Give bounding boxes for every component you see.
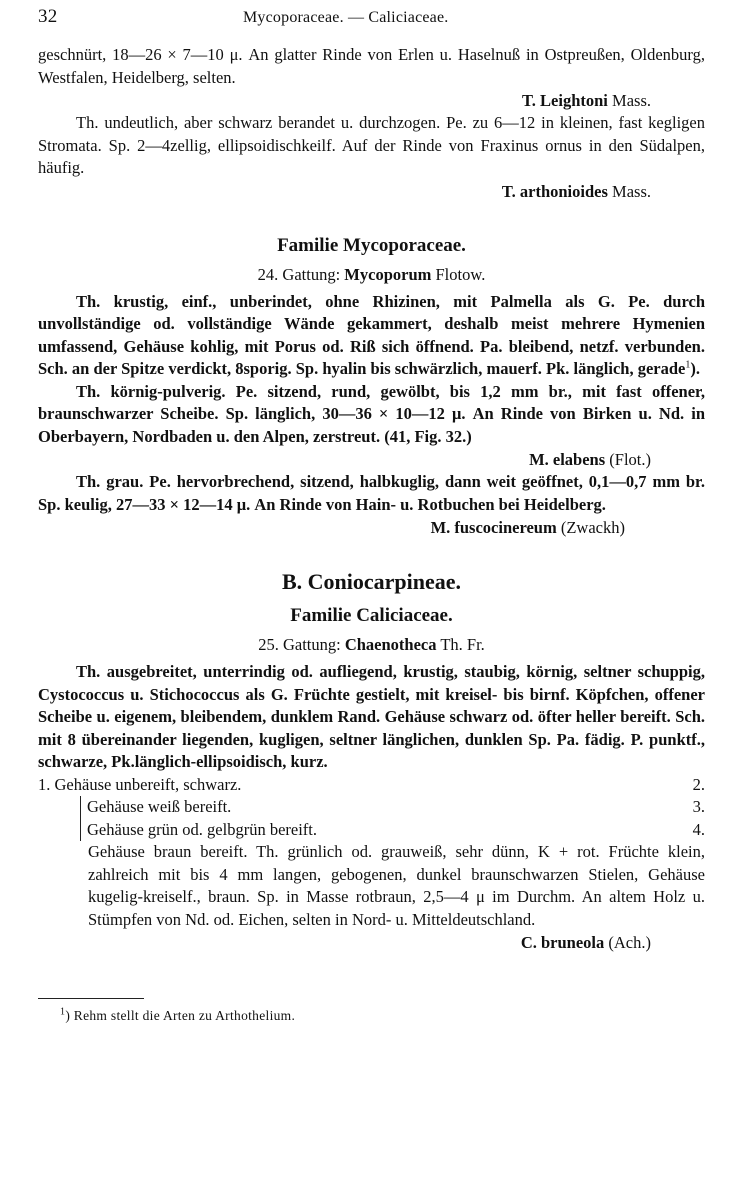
genus-heading: [38, 263, 705, 287]
key-text: Gehäuse weiß bereift.: [80, 796, 645, 819]
paragraph-genus-description: Th. ausgebreitet, unterrindig od. aufliegend, krustig, staubig, körnig, seltner schuppig, Cystococcus u. Stichococcus als G. Früchte gestielt, mit kreisel- bis birnf. Köpfchen, offener Scheibe u. eigenem, bleibendem, dunklem Rand. Gehäuse schwarz od. öfter heller bereift. Sch. mit 8 übereinander liegenden, kugligen, seltner länglichen, dunklen Sp. Pa. fädig. P. punktf., schwarze, Pk.länglich-ellipsoidisch, kurz.: [38, 662, 705, 771]
species-line: [38, 448, 705, 471]
key-ref: 3.: [692, 797, 705, 816]
species-author: (Zwackh): [556, 518, 625, 537]
page-number: 32: [38, 6, 58, 27]
key-row: [38, 819, 705, 842]
species-author: Mass.: [607, 91, 651, 110]
key-ref: 2.: [692, 774, 705, 794]
running-head: [38, 6, 705, 28]
paragraph: Th. undeutlich, aber schwarz berandet u. durchzogen. Pe. zu 6—12 in kleinen, fast kegligen Stromata. Sp. 2—4zellig, ellipsoidischkeilf. Auf der Rinde von Fraxinus ornus in den Südalpen, häufig.: [38, 113, 705, 177]
species-author: (Ach.): [604, 933, 651, 952]
genus-description-text: Th. krustig, einf., unberindet, ohne Rhizinen, mit Palmella als G. Pe. durch unvollständige od. vollständige Wände gekammert, deshalb meist mehrere Hymenien umfassend, Gehäuse kohlig, mit Porus od. Riß sich öffnend. Pa. bleibend, netzf. verbunden. Sch. an der Spitze verdickt, 8sporig. Sp. hyalin bis schwärzlich, mauerf. Pk. länglich, gerade: [38, 291, 705, 378]
species-line: [38, 516, 705, 539]
key-ref: 4.: [692, 819, 705, 839]
key-text: Gehäuse grün od. gelbgrün bereift.: [80, 819, 645, 842]
key-row: [38, 774, 705, 797]
species-name: C. bruneola: [520, 933, 605, 952]
species-name: T. Leightoni: [522, 91, 608, 110]
footnote-mark: 1: [60, 1006, 66, 1018]
genus-author: Flotow.: [431, 264, 486, 284]
paragraph-key-lead: [38, 841, 705, 931]
genus-prefix: 24. Gattung:: [257, 264, 345, 284]
species-line: [38, 931, 705, 954]
species-author: (Flot.): [605, 450, 651, 469]
species-line: [38, 89, 705, 112]
genus-prefix: 25. Gattung:: [258, 635, 345, 654]
key-row: [38, 796, 705, 819]
genus-author: Th. Fr.: [436, 635, 485, 654]
species-author: Mass.: [607, 181, 651, 201]
footnote-text: ) Rehm stellt die Arten zu Arthothelium.: [65, 1008, 296, 1023]
paragraph: Th. körnig-pulverig. Pe. sitzend, rund, gewölbt, bis 1,2 mm br., mit fast offener, braunschwarzer Scheibe. Sp. länglich, 30—36 × 10—12 μ. An Rinde von Birken u. Nd. in Oberbayern, Nordbaden u. den Alpen, zerstreut. (41, Fig. 32.): [38, 381, 705, 446]
footnote: [38, 1007, 705, 1025]
key-text: 1. Gehäuse unbereift, schwarz.: [38, 774, 242, 794]
genus-name: Chaenotheca: [344, 635, 437, 654]
running-title: Mycoporaceae. — Caliciaceae.: [243, 9, 449, 26]
genus-description-end: ).: [690, 359, 700, 378]
species-name: T. arthonioides: [501, 181, 608, 201]
paragraph: Th. grau. Pe. hervorbrechend, sitzend, halbkuglig, dann weit geöffnet, 0,1—0,7 mm br. Sp. keulig, 27—33 × 12—14 μ. An Rinde von Hain- u. Rotbuchen bei Heidelberg.: [38, 472, 705, 514]
species-name: M. elabens: [529, 450, 606, 469]
species-name: M. fuscocinereum: [430, 518, 557, 537]
species-line: [38, 180, 705, 203]
family-heading: Familie Caliciaceae.: [290, 605, 453, 626]
paragraph-genus-description: [38, 291, 705, 381]
family-heading: Familie Mycoporaceae.: [277, 234, 466, 256]
key-lead-text: Gehäuse braun bereift. Th. grünlich od. grauweiß, sehr dünn, K + rot. Früchte klein, zahlreich mit bis 4 mm langen, gebogenen, dunkel braunschwarzen Stielen, Gehäuse kugelig-kreiself., braun. Sp. in Masse rotbraun, 2,5—4 μ im Durchm. An altem Holz u. Stümpfen von Nd. od. Eichen, selten in Nord- u. Mitteldeutschland.: [88, 842, 705, 929]
genus-heading: [38, 633, 705, 657]
footnote-rule: [38, 998, 144, 999]
genus-name: Mycoporum: [344, 264, 432, 284]
section-heading: B. Coniocarpineae.: [281, 569, 462, 594]
paragraph-continued: geschnürt, 18—26 × 7—10 μ. An glatter Rinde von Erlen u. Haselnuß in Ostpreußen, Oldenburg, Westfalen, Heidelberg, selten.: [38, 45, 705, 87]
footnote-mark: 1: [685, 359, 691, 371]
